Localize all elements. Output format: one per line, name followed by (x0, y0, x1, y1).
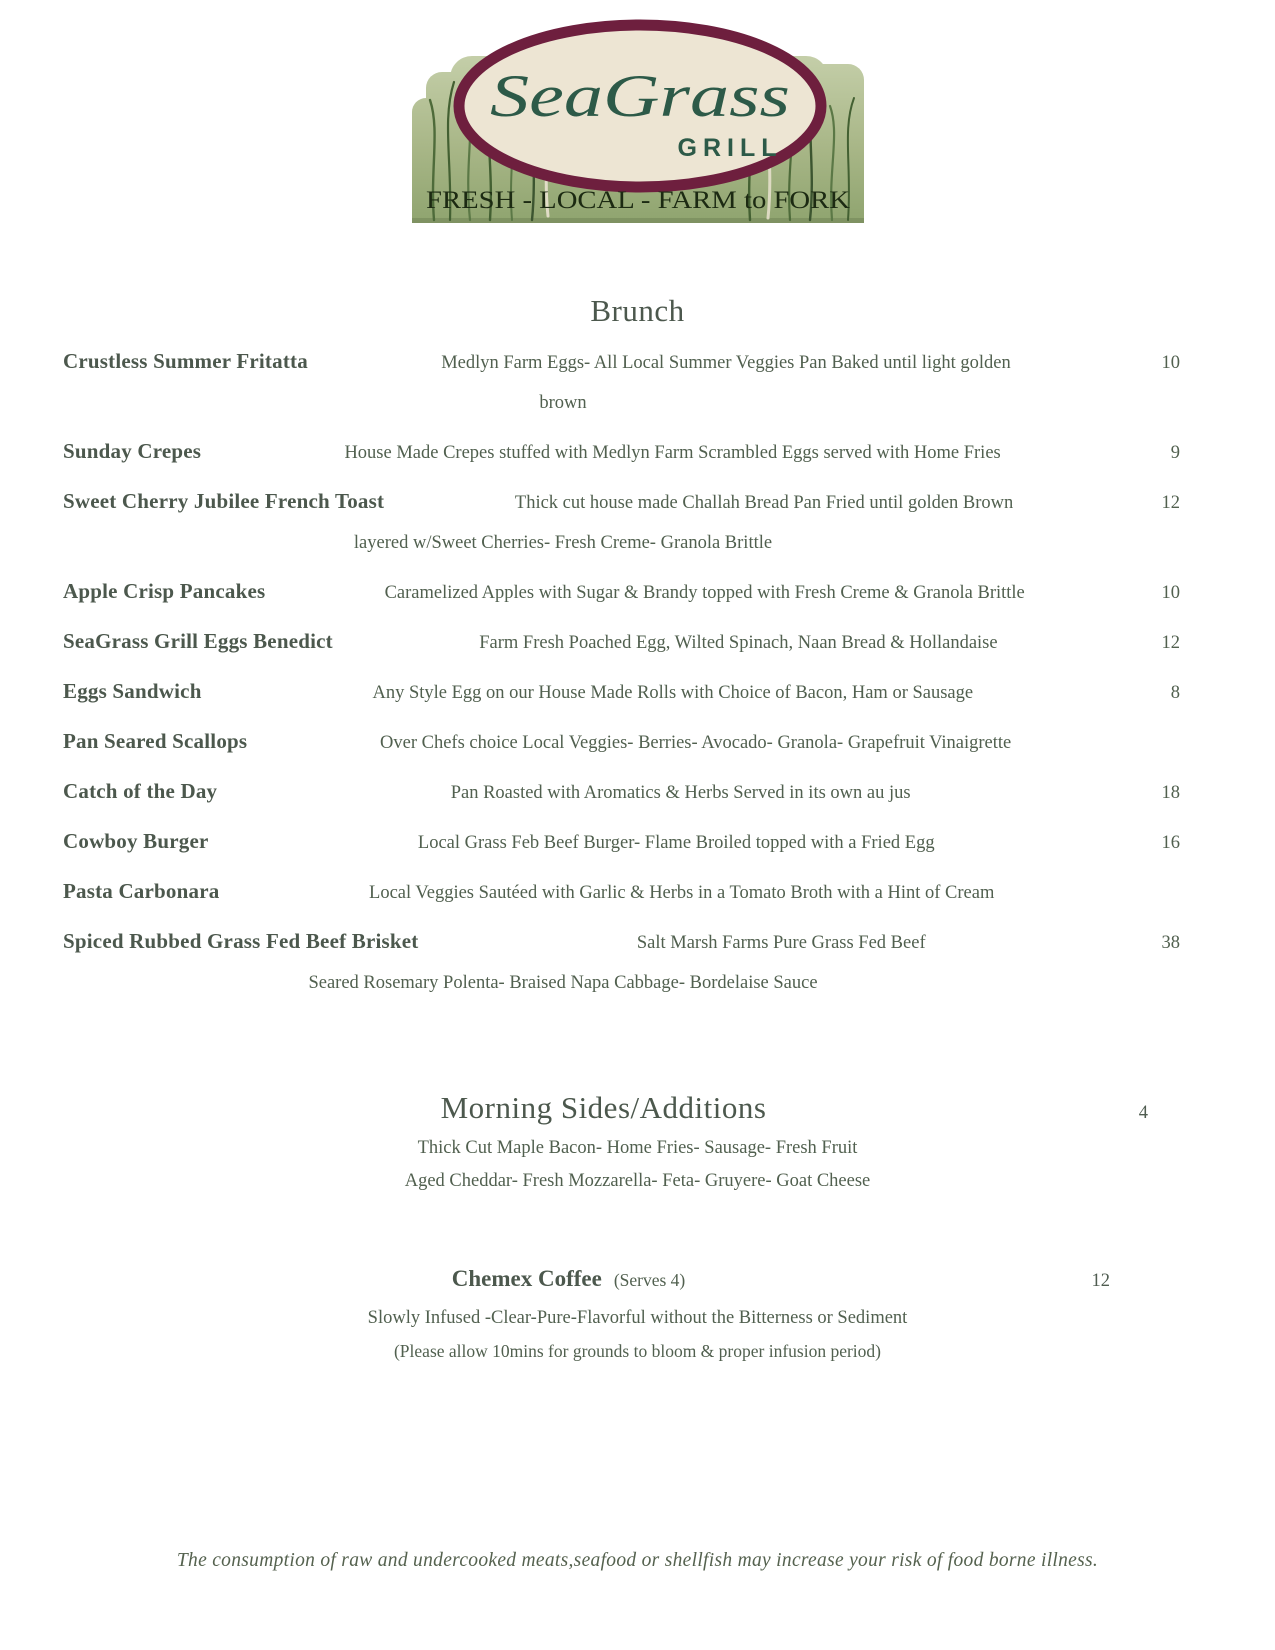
menu-item-description: Any Style Egg on our House Made Rolls with Choice of Bacon, Ham or Sausage (372, 683, 974, 703)
menu-item-price: 9 (1170, 443, 1180, 463)
coffee-description-1: Slowly Infused -Clear-Pure-Flavorful without the Bitterness or Sediment (367, 1308, 908, 1328)
menu-item-price: 10 (1161, 583, 1180, 603)
menu-item-name: Apple Crisp Pancakes (63, 579, 266, 603)
menu-item-description: Farm Fresh Poached Egg, Wilted Spinach, Naan Bread & Hollandaise (479, 633, 998, 653)
menu-item-description: Caramelized Apples with Sugar & Brandy topped with Fresh Creme & Granola Brittle (384, 583, 1025, 603)
menu-item-name: Eggs Sandwich (63, 679, 202, 703)
coffee-description-2: (Please allow 10mins for grounds to bloom & proper infusion period) (393, 1341, 881, 1361)
sides-line-2: Aged Cheddar- Fresh Mozzarella- Feta- Gruyere- Goat Cheese (404, 1171, 871, 1191)
menu-item-description: Salt Marsh Farms Pure Grass Fed Beef (636, 933, 926, 953)
menu-item-row (63, 779, 1180, 804)
menu-item-price: 10 (1161, 353, 1180, 373)
menu-item-row (63, 879, 1180, 904)
restaurant-logo (412, 10, 864, 223)
menu-item-name: Cowboy Burger (63, 829, 209, 853)
menu-item-description: Local Grass Feb Beef Burger- Flame Broiled topped with a Fried Egg (417, 833, 935, 853)
consumption-disclaimer: The consumption of raw and undercooked meats,seafood or shellfish may increase your risk of food borne illness. (176, 1550, 1099, 1571)
menu-item-row (63, 349, 1180, 374)
coffee-serves: (Serves 4) (613, 1270, 686, 1290)
coffee-name: Chemex Coffee (451, 1266, 602, 1291)
menu-item-name: Pan Seared Scallops (63, 729, 248, 753)
menu-item-description: Pan Roasted with Aromatics & Herbs Served in its own au jus (450, 783, 911, 803)
menu-item-description: House Made Crepes stuffed with Medlyn Farm Scrambled Eggs served with Home Fries (344, 443, 1001, 463)
logo-tagline: FRESH - LOCAL - FARM to FORK (425, 187, 850, 214)
section-title-brunch: Brunch (590, 293, 685, 328)
menu-item-row (63, 629, 1180, 654)
menu-item-name: Catch of the Day (63, 779, 218, 803)
menu-item-price: 38 (1161, 933, 1180, 953)
coffee-price: 12 (1091, 1271, 1110, 1291)
sides-section-header (63, 1090, 1180, 1126)
menu-item-name: SeaGrass Grill Eggs Benedict (63, 629, 333, 653)
menu-item-name: Sunday Crepes (63, 439, 202, 463)
menu-item-description-continued: brown (539, 393, 587, 413)
menu-item-name: Crustless Summer Fritatta (63, 349, 308, 373)
menu-item-description-continued: Seared Rosemary Polenta- Braised Napa Cabbage- Bordelaise Sauce (308, 973, 818, 993)
menu-item-price: 12 (1161, 493, 1180, 513)
menu-item-price: 18 (1161, 783, 1180, 803)
menu-item-description: Medlyn Farm Eggs- All Local Summer Veggies Pan Baked until light golden (441, 353, 1011, 373)
menu-item-name: Sweet Cherry Jubilee French Toast (63, 489, 385, 513)
menu-item-row (63, 489, 1180, 514)
menu-item-name: Spiced Rubbed Grass Fed Beef Brisket (63, 929, 419, 953)
sides-price: 4 (1138, 1103, 1148, 1123)
menu-item-price: 12 (1161, 633, 1180, 653)
menu-item-price: 8 (1170, 683, 1180, 703)
menu-item-row (63, 439, 1180, 464)
menu-item-row (63, 679, 1180, 704)
logo-name: SeaGrass (489, 63, 790, 129)
coffee-section-header (63, 1266, 1110, 1292)
menu-item-name: Pasta Carbonara (63, 879, 220, 903)
sides-line-1: Thick Cut Maple Bacon- Home Fries- Sausage- Fresh Fruit (417, 1138, 858, 1158)
seagrass-logo-graphic (412, 10, 864, 223)
menu-item-row (63, 579, 1180, 604)
brunch-item-list (63, 349, 1180, 994)
menu-item-description-continued: layered w/Sweet Cherries- Fresh Creme- Granola Brittle (353, 533, 773, 553)
menu-item-row (63, 929, 1180, 954)
section-title-sides: Morning Sides/Additions (440, 1090, 767, 1125)
coffee-title-group (63, 1266, 1074, 1292)
menu-item-description: Local Veggies Sautéed with Garlic & Herbs in a Tomato Broth with a Hint of Cream (369, 883, 995, 903)
menu-item-row (63, 729, 1180, 754)
menu-item-description: Thick cut house made Challah Bread Pan Fried until golden Brown (514, 493, 1014, 513)
menu-item-row (63, 829, 1180, 854)
logo-subname: GRILL (677, 134, 782, 162)
menu-item-description: Over Chefs choice Local Veggies- Berries- Avocado- Granola- Grapefruit Vinaigrette (380, 733, 1012, 753)
menu-item-price: 16 (1161, 833, 1180, 853)
